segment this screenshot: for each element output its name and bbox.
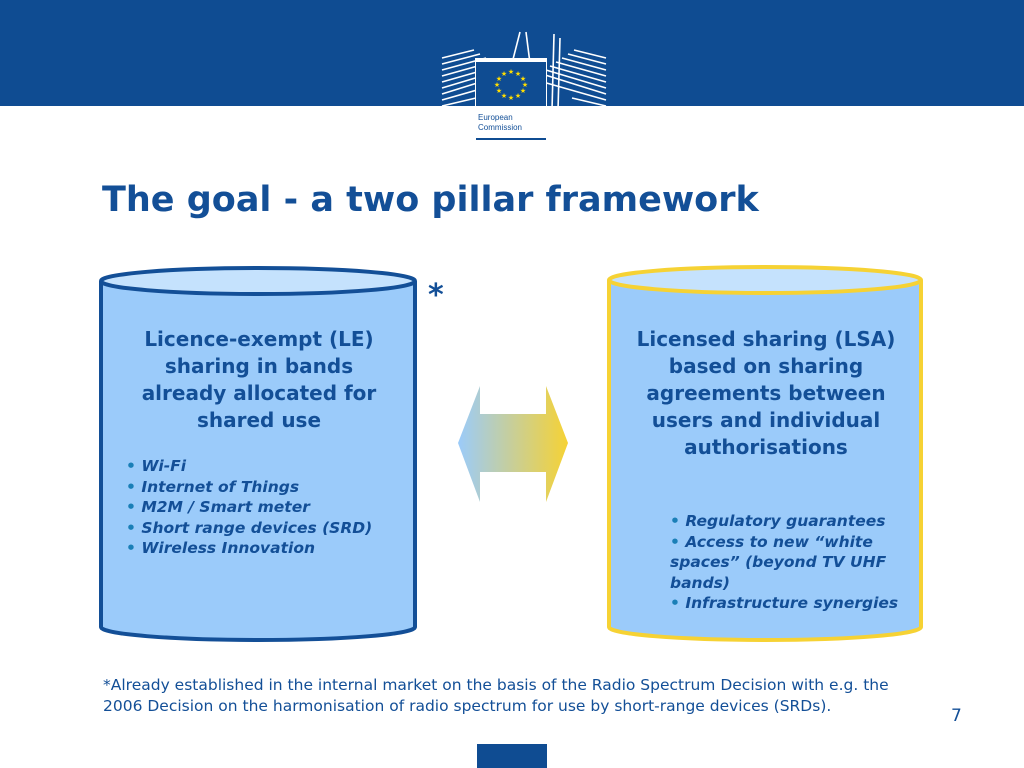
list-item: • Wi-Fi [126,456,406,477]
page-number: 7 [951,706,962,726]
right-pillar-heading: Licensed sharing (LSA) based on sharing agreements between users and individual authorisations [636,327,896,459]
list-item: • Infrastructure synergies [670,593,910,614]
list-item: • Access to new “white spaces” (beyond TV UHF bands) [670,532,910,594]
svg-text:★: ★ [514,92,522,100]
list-item: • Regulatory guarantees [670,511,910,532]
svg-text:★: ★ [500,92,508,100]
footnote: *Already established in the internal market on the basis of the Radio Spectrum Decision with e.g. the 2006 Decision on the harmonisation of radio spectrum for use by short-range devices (SRDs). [103,676,889,715]
right-pillar-list [670,511,910,614]
logo-text-line1: European [478,113,513,122]
slide-title: The goal - a two pillar framework [102,180,759,220]
list-item: • Internet of Things [126,477,406,498]
svg-text:★: ★ [507,68,515,76]
left-pillar-heading: Licence-exempt (LE) sharing in bands already allocated for shared use [141,327,377,432]
double-arrow-icon [458,386,568,502]
svg-text:★: ★ [495,75,503,83]
footer-flag-tab [477,744,547,768]
svg-text:★: ★ [514,70,522,78]
svg-text:★: ★ [519,75,527,83]
list-item: • Short range devices (SRD) [126,518,406,539]
left-cylinder [101,268,415,640]
logo-text-line2: Commission [478,123,523,132]
svg-text:★: ★ [493,81,501,89]
svg-text:★: ★ [507,94,515,102]
svg-text:★: ★ [521,81,529,89]
list-item: • Wireless Innovation [126,538,406,559]
svg-text:★: ★ [500,70,508,78]
svg-text:★: ★ [519,87,527,95]
left-pillar-list [126,456,406,559]
list-item: • M2M / Smart meter [126,497,406,518]
asterisk-mark: * [428,278,444,313]
svg-text:★: ★ [495,87,503,95]
